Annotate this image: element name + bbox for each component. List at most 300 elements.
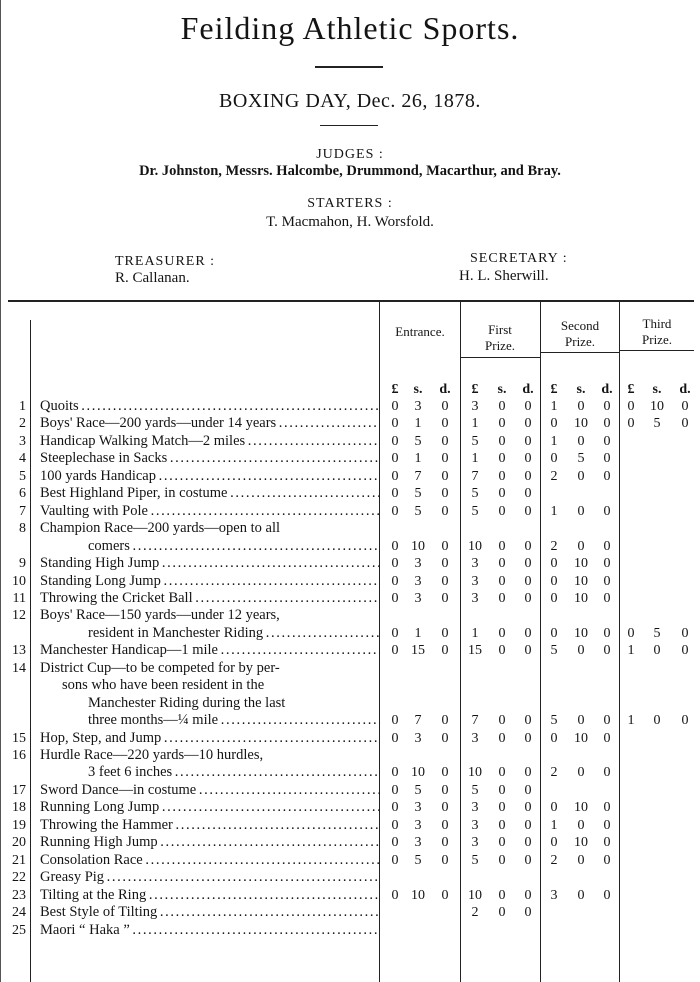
entrance-amount: 3: [414, 730, 422, 746]
event-name: three months—¼ mile . . .: [88, 712, 380, 729]
third-amount: 1: [627, 713, 635, 729]
event-line: [0, 904, 700, 921]
second-amount: 0: [577, 503, 585, 519]
title-rule: [315, 66, 383, 68]
entrance-amount: 7: [414, 468, 422, 484]
event-line: [0, 415, 700, 432]
event-date-heading: BOXING DAY, Dec. 26, 1878.: [219, 90, 481, 112]
event-number: 16: [12, 748, 26, 763]
event-name: Steeplechase in Sacks . . .: [40, 450, 380, 467]
first-amount: 5: [471, 486, 479, 502]
entrance-amount: 0: [441, 416, 449, 432]
first-amount: 5: [471, 782, 479, 798]
unit-label: £: [391, 382, 399, 397]
event-number: 8: [19, 521, 26, 537]
entrance-amount: 1: [414, 451, 422, 467]
entrance-amount: 0: [391, 782, 399, 798]
second-amount: 0: [603, 538, 611, 554]
entrance-amount: 0: [391, 887, 399, 903]
first-amount: 0: [498, 905, 506, 921]
first-amount: 3: [471, 399, 479, 414]
entrance-amount: 0: [391, 817, 399, 833]
event-line: [0, 869, 700, 886]
entrance-amount: 0: [441, 556, 449, 572]
entrance-amount: 0: [391, 625, 399, 641]
second-amount: 0: [577, 852, 585, 868]
second-amount: 10: [574, 556, 588, 572]
first-amount: 1: [471, 451, 479, 467]
event-number: 2: [19, 416, 26, 432]
first-amount: 0: [498, 451, 506, 467]
event-name: Hurdle Race—220 yards—10 hurdles,: [40, 747, 264, 763]
first-amount: 0: [524, 538, 532, 554]
third-amount: 0: [681, 399, 689, 414]
entrance-amount: 0: [441, 765, 449, 781]
third-amount: 0: [653, 643, 661, 659]
first-amount: 0: [498, 573, 506, 589]
second-amount: 0: [603, 852, 611, 868]
unit-label: s.: [497, 382, 507, 397]
event-number: 22: [12, 870, 26, 886]
second-amount: 2: [550, 538, 558, 554]
event-number: 19: [12, 817, 26, 833]
first-amount: 0: [524, 852, 532, 868]
second-amount: 0: [603, 643, 611, 659]
first-amount: 0: [498, 399, 506, 414]
entrance-amount: 0: [441, 852, 449, 868]
event-name: Boys' Race—200 yards—under 14 years . . .: [40, 415, 380, 432]
second-amount: 10: [574, 835, 588, 851]
event-line: [0, 625, 700, 642]
second-amount: 0: [603, 468, 611, 484]
first-amount: 0: [524, 887, 532, 903]
second-amount: 0: [550, 590, 558, 606]
entrance-amount: 7: [414, 713, 422, 729]
entrance-amount: 0: [441, 713, 449, 729]
event-name: Maori “ Haka ” . . .: [40, 922, 380, 939]
second-amount: 0: [603, 835, 611, 851]
first-amount: 10: [468, 538, 482, 554]
event-line: [0, 660, 700, 677]
third-amount: 0: [681, 643, 689, 659]
event-line: [0, 503, 700, 520]
event-number: 18: [12, 800, 26, 816]
event-line: [0, 887, 700, 904]
unit-label: £: [550, 382, 558, 397]
second-amount: 0: [603, 730, 611, 746]
entrance-amount: 0: [441, 887, 449, 903]
event-number: 1: [19, 399, 26, 414]
event-name: Quoits . . .: [40, 398, 380, 415]
event-name: Running Long Jump . . .: [40, 799, 380, 816]
event-name: Vaulting with Pole . . .: [40, 503, 380, 520]
second-amount: 0: [550, 573, 558, 589]
first-amount: 3: [471, 730, 479, 746]
secretary-name: H. L. Sherwill.: [459, 268, 549, 284]
event-number: 23: [12, 887, 26, 903]
event-line: [0, 799, 700, 816]
event-line: [0, 712, 700, 729]
event-number: 17: [12, 782, 26, 798]
second-amount: 0: [550, 730, 558, 746]
second-amount: 0: [603, 625, 611, 641]
second-amount: 0: [603, 451, 611, 467]
first-amount: 0: [524, 625, 532, 641]
entrance-amount: 0: [441, 590, 449, 606]
judges-names: Dr. Johnston, Messrs. Halcombe, Drummond, Macarthur, and Bray.: [139, 163, 561, 179]
first-amount: 15: [468, 643, 482, 659]
first-amount: 0: [524, 556, 532, 572]
entrance-amount: 5: [414, 782, 422, 798]
entrance-amount: 0: [391, 730, 399, 746]
judges-label: JUDGES :: [316, 147, 384, 162]
second-amount: 0: [577, 887, 585, 903]
event-name: Hop, Step, and Jump . . .: [40, 730, 380, 747]
first-amount: 0: [498, 433, 506, 449]
event-name: District Cup—to be competed for by per-: [40, 659, 280, 676]
event-name: Throwing the Cricket Ball . . .: [40, 590, 380, 607]
second-amount: 0: [577, 468, 585, 484]
first-amount: 0: [524, 486, 532, 502]
first-amount: 0: [524, 782, 532, 798]
event-number: 3: [19, 433, 26, 449]
first-amount: 0: [524, 573, 532, 589]
entrance-amount: 0: [391, 765, 399, 781]
first-amount: 0: [498, 556, 506, 572]
entrance-amount: 0: [441, 468, 449, 484]
event-line: [0, 555, 700, 572]
entrance-amount: 3: [414, 590, 422, 606]
second-amount: 3: [550, 887, 558, 903]
secretary-label: SECRETARY :: [470, 251, 568, 266]
third-prize-header-line1: Third: [642, 316, 672, 331]
event-name: Standing High Jump . . .: [40, 555, 380, 572]
first-amount: 0: [498, 416, 506, 432]
event-line: [0, 817, 700, 834]
entrance-amount: 10: [411, 765, 425, 781]
event-number: 4: [19, 451, 26, 467]
entrance-amount: 1: [414, 625, 422, 641]
event-name: Sword Dance—in costume . . .: [40, 782, 380, 799]
entrance-amount: 0: [391, 486, 399, 502]
first-amount: 1: [471, 625, 479, 641]
entrance-amount: 0: [391, 800, 399, 816]
event-name: Tilting at the Ring . . .: [40, 887, 380, 904]
event-line: [0, 433, 700, 450]
entrance-amount: 0: [391, 538, 399, 554]
event-line: [0, 782, 700, 799]
second-amount: 0: [603, 433, 611, 449]
first-amount: 0: [524, 468, 532, 484]
starters-label: STARTERS :: [307, 196, 393, 211]
entrance-amount: 0: [391, 556, 399, 572]
second-amount: 0: [603, 556, 611, 572]
event-line: [0, 485, 700, 502]
entrance-amount: 0: [391, 451, 399, 467]
first-amount: 5: [471, 433, 479, 449]
second-amount: 0: [603, 503, 611, 519]
entrance-amount: 0: [391, 852, 399, 868]
starters-names: T. Macmahon, H. Worsfold.: [266, 214, 434, 230]
event-name: resident in Manchester Riding . . .: [88, 625, 380, 642]
unit-label: s.: [652, 382, 662, 397]
entrance-amount: 3: [414, 835, 422, 851]
event-line: [0, 573, 700, 590]
second-amount: 0: [603, 573, 611, 589]
entrance-amount: 0: [441, 573, 449, 589]
second-amount: 10: [574, 625, 588, 641]
second-amount: 0: [603, 713, 611, 729]
first-amount: 0: [498, 730, 506, 746]
entrance-amount: 0: [391, 433, 399, 449]
second-amount: 1: [550, 817, 558, 833]
entrance-amount: 0: [391, 399, 399, 414]
first-prize-header-line1: First: [488, 322, 512, 337]
first-amount: 3: [471, 573, 479, 589]
event-line: [0, 607, 700, 624]
event-number: 9: [19, 556, 26, 572]
second-amount: 0: [603, 590, 611, 606]
second-amount: 0: [550, 835, 558, 851]
event-line: [0, 468, 700, 485]
second-amount: 10: [574, 800, 588, 816]
first-amount: 0: [498, 713, 506, 729]
third-prize-header-line2: Prize.: [642, 332, 672, 347]
first-amount: 7: [471, 468, 479, 484]
first-amount: 2: [471, 905, 479, 921]
event-name: 3 feet 6 inches . . .: [88, 764, 380, 781]
event-name: Greasy Pig . . .: [40, 869, 380, 886]
event-name: Throwing the Hammer . . .: [40, 817, 380, 834]
entrance-amount: 3: [414, 573, 422, 589]
event-line: [0, 520, 700, 537]
third-amount: 1: [627, 643, 635, 659]
second-amount: 1: [550, 399, 558, 414]
first-prize-underline: [460, 357, 540, 358]
event-name: Best Style of Tilting . . .: [40, 904, 380, 921]
subtitle-rule: [320, 125, 378, 126]
unit-label: d.: [601, 382, 613, 397]
first-amount: 0: [498, 852, 506, 868]
event-number: 20: [12, 835, 26, 851]
event-number: 25: [12, 922, 26, 938]
event-line: [0, 398, 700, 415]
second-amount: 1: [550, 433, 558, 449]
event-line: [0, 695, 700, 712]
first-amount: 0: [498, 625, 506, 641]
entrance-amount: 0: [391, 573, 399, 589]
first-amount: 10: [468, 765, 482, 781]
first-amount: 7: [471, 713, 479, 729]
first-amount: 0: [498, 590, 506, 606]
first-amount: 0: [498, 887, 506, 903]
first-amount: 0: [498, 538, 506, 554]
event-name: Standing Long Jump . . .: [40, 573, 380, 590]
second-amount: 2: [550, 765, 558, 781]
entrance-amount: 5: [414, 852, 422, 868]
entrance-amount: 15: [411, 643, 425, 659]
event-number: 12: [12, 608, 26, 624]
first-amount: 3: [471, 817, 479, 833]
entrance-amount: 3: [414, 800, 422, 816]
event-line: [0, 730, 700, 747]
unit-label: d.: [522, 382, 534, 397]
third-amount: 0: [627, 399, 635, 414]
second-amount: 1: [550, 503, 558, 519]
first-amount: 0: [524, 433, 532, 449]
event-number: 14: [12, 660, 26, 676]
event-line: [0, 450, 700, 467]
second-amount: 0: [603, 399, 611, 414]
entrance-amount: 0: [441, 538, 449, 554]
event-line: [0, 922, 700, 939]
event-name: Manchester Riding during the last: [88, 694, 286, 711]
unit-label: £: [471, 382, 479, 397]
event-name: Champion Race—200 yards—open to all: [40, 520, 281, 537]
third-amount: 5: [653, 625, 661, 641]
event-line: [0, 538, 700, 555]
third-amount: 0: [681, 625, 689, 641]
event-number: 7: [19, 503, 26, 519]
event-line: [0, 590, 700, 607]
first-amount: 10: [468, 887, 482, 903]
event-line: [0, 834, 700, 851]
event-number: 21: [12, 852, 26, 868]
entrance-amount: 10: [411, 538, 425, 554]
first-amount: 3: [471, 800, 479, 816]
second-amount: 5: [550, 643, 558, 659]
third-amount: 0: [627, 625, 635, 641]
entrance-amount: 3: [414, 399, 422, 414]
event-number: 10: [12, 573, 26, 589]
table-top-rule: [8, 300, 694, 302]
unit-label: s.: [576, 382, 586, 397]
first-amount: 5: [471, 852, 479, 868]
second-amount: 0: [550, 451, 558, 467]
second-amount: 10: [574, 590, 588, 606]
first-amount: 0: [498, 835, 506, 851]
event-name: Running High Jump . . .: [40, 834, 380, 851]
entrance-amount: 0: [441, 433, 449, 449]
second-amount: 0: [577, 399, 585, 414]
entrance-amount: 5: [414, 433, 422, 449]
second-amount: 0: [577, 538, 585, 554]
event-name: comers . . .: [88, 538, 380, 555]
first-amount: 0: [524, 451, 532, 467]
event-number: 11: [12, 590, 26, 606]
event-name: Consolation Race . . .: [40, 852, 380, 869]
event-number: 5: [19, 468, 26, 484]
entrance-amount: 0: [441, 451, 449, 467]
first-amount: 0: [524, 590, 532, 606]
second-prize-header-line2: Prize.: [565, 334, 595, 349]
event-number: 6: [19, 486, 26, 502]
first-amount: 0: [498, 765, 506, 781]
second-amount: 0: [603, 887, 611, 903]
event-name: Best Highland Piper, in costume . . .: [40, 485, 380, 502]
second-prize-underline: [540, 352, 619, 353]
entrance-amount: 0: [391, 835, 399, 851]
second-amount: 0: [550, 625, 558, 641]
entrance-amount: 0: [391, 643, 399, 659]
second-amount: 0: [577, 713, 585, 729]
third-amount: 10: [650, 399, 664, 414]
third-amount: 0: [681, 416, 689, 432]
first-amount: 0: [524, 905, 532, 921]
treasurer-name: R. Callanan.: [115, 270, 190, 286]
entrance-amount: 5: [414, 503, 422, 519]
second-amount: 5: [577, 451, 585, 467]
event-number: 13: [12, 643, 26, 659]
unit-label: d.: [439, 382, 451, 397]
second-prize-header-line1: Second: [560, 318, 600, 333]
event-name: Boys' Race—150 yards—under 12 years,: [40, 607, 280, 624]
second-amount: 0: [603, 416, 611, 432]
first-amount: 3: [471, 556, 479, 572]
entrance-amount: 3: [414, 556, 422, 572]
second-amount: 10: [574, 730, 588, 746]
first-amount: 0: [524, 730, 532, 746]
first-amount: 0: [524, 416, 532, 432]
second-amount: 2: [550, 852, 558, 868]
second-amount: 5: [550, 713, 558, 729]
first-prize-header: [462, 322, 538, 354]
entrance-amount: 0: [441, 835, 449, 851]
event-line: [0, 677, 700, 694]
second-amount: 0: [577, 643, 585, 659]
second-amount: 0: [550, 556, 558, 572]
first-amount: 0: [524, 817, 532, 833]
entrance-header: Entrance.: [395, 324, 445, 339]
entrance-amount: 0: [441, 817, 449, 833]
first-amount: 0: [524, 765, 532, 781]
first-amount: 0: [524, 835, 532, 851]
entrance-amount: 0: [441, 643, 449, 659]
first-amount: 0: [498, 800, 506, 816]
entrance-amount: 0: [391, 503, 399, 519]
first-amount: 0: [524, 503, 532, 519]
event-line: [0, 642, 700, 659]
event-line: [0, 747, 700, 764]
event-name: 100 yards Handicap . . .: [40, 468, 380, 485]
second-amount: 0: [603, 800, 611, 816]
entrance-amount: 0: [441, 503, 449, 519]
third-amount: 0: [653, 713, 661, 729]
unit-label: s.: [413, 382, 423, 397]
third-amount: 5: [653, 416, 661, 432]
first-prize-header-line2: Prize.: [485, 338, 515, 353]
entrance-amount: 1: [414, 416, 422, 432]
second-amount: 0: [550, 416, 558, 432]
unit-label: d.: [679, 382, 691, 397]
entrance-amount: 0: [441, 800, 449, 816]
second-amount: 0: [577, 765, 585, 781]
first-amount: 3: [471, 590, 479, 606]
entrance-amount: 0: [391, 416, 399, 432]
first-amount: 0: [498, 503, 506, 519]
event-number: 24: [12, 905, 26, 921]
third-prize-header: [621, 316, 693, 348]
first-amount: 0: [498, 782, 506, 798]
first-amount: 0: [498, 817, 506, 833]
entrance-amount: 0: [441, 399, 449, 414]
entrance-amount: 10: [411, 887, 425, 903]
third-prize-underline: [619, 350, 694, 351]
second-amount: 0: [577, 433, 585, 449]
event-line: [0, 764, 700, 781]
first-amount: 0: [524, 800, 532, 816]
event-name: Manchester Handicap—1 mile . . .: [40, 642, 380, 659]
